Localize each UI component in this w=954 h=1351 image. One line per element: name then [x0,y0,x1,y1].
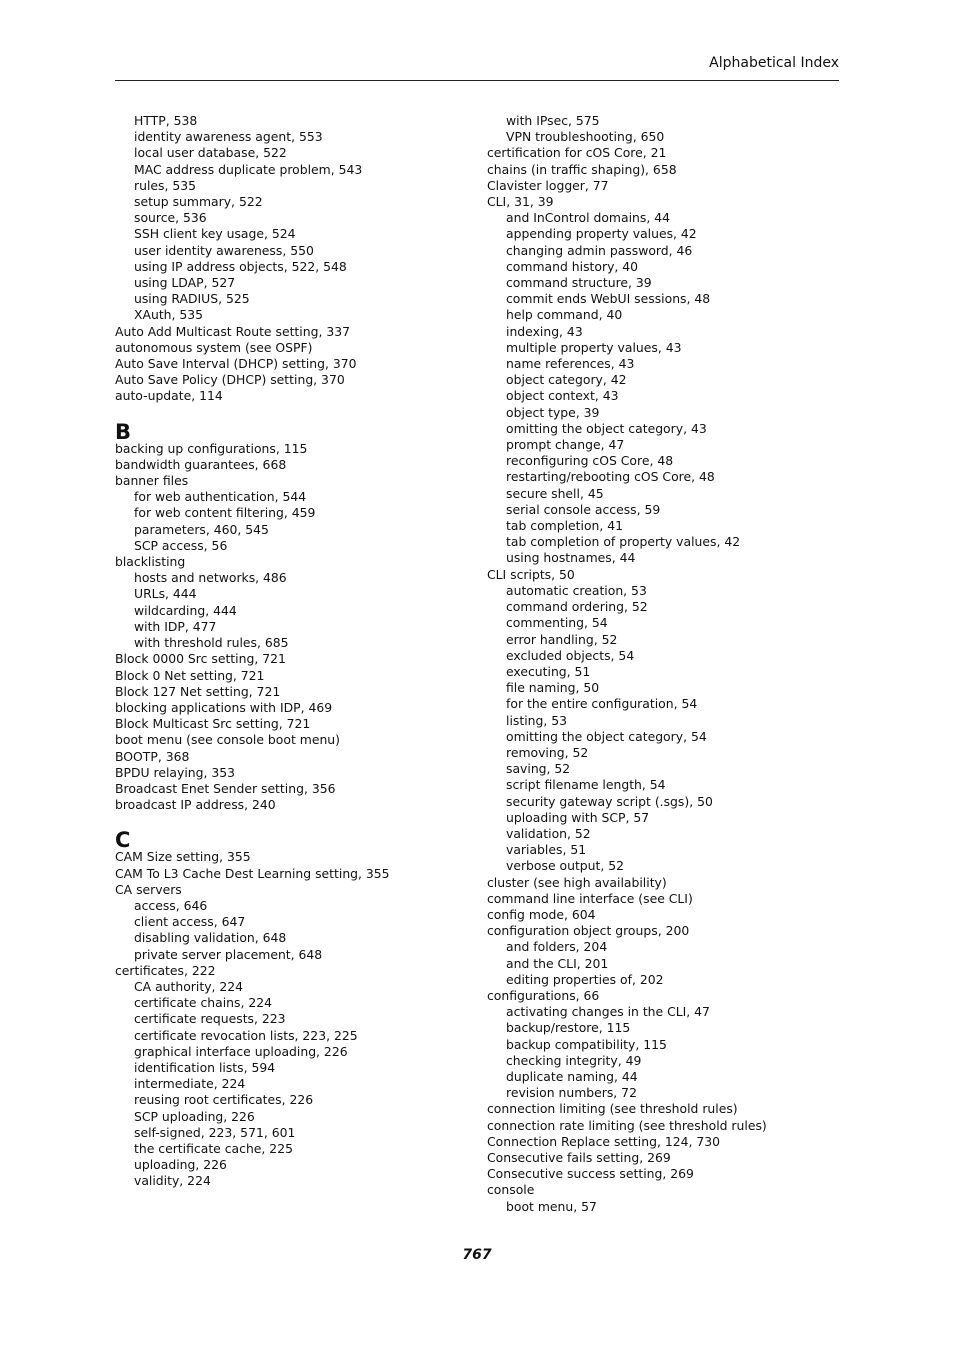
index-subentry: tab completion of property values, 42 [506,534,741,550]
index-subentry: using hostnames, 44 [506,550,636,566]
index-subentry: script filename length, 54 [506,777,666,793]
index-entry: autonomous system (see OSPF) [115,339,313,355]
index-entry: chains (in traffic shaping), 658 [487,161,677,177]
index-subentry: checking integrity, 49 [506,1052,642,1068]
index-subentry: wildcarding, 444 [134,602,237,618]
index-entry: Block Multicast Src setting, 721 [115,716,311,732]
index-subentry: indexing, 43 [506,323,583,339]
index-subentry: parameters, 460, 545 [134,521,269,537]
index-subentry: uploading, 226 [134,1157,227,1173]
index-subentry: changing admin password, 46 [506,242,693,258]
index-entry: blacklisting [115,554,186,570]
section-letter-heading: C [115,828,131,853]
index-subentry: excluded objects, 54 [506,647,635,663]
index-subentry: disabling validation, 648 [134,930,287,946]
index-entry: broadcast IP address, 240 [115,797,276,813]
index-subentry: using RADIUS, 525 [134,291,250,307]
index-subentry: command ordering, 52 [506,599,648,615]
index-subentry: graphical interface uploading, 226 [134,1043,348,1059]
index-entry: console [487,1182,535,1198]
index-subentry: for the entire configuration, 54 [506,696,698,712]
index-entry: connection rate limiting (see threshold rules) [487,1117,767,1133]
index-subentry: and InControl domains, 44 [506,210,670,226]
index-subentry: intermediate, 224 [134,1076,246,1092]
index-subentry: identification lists, 594 [134,1059,276,1075]
index-column-right [487,113,847,1215]
index-subentry: MAC address duplicate problem, 543 [134,161,363,177]
index-subentry: restarting/rebooting cOS Core, 48 [506,469,715,485]
index-subentry: access, 646 [134,897,208,913]
index-subentry: commit ends WebUI sessions, 48 [506,291,711,307]
index-entry: banner files [115,473,189,489]
index-entry: cluster (see high availability) [487,874,667,890]
index-entry: bandwidth guarantees, 668 [115,456,287,472]
index-subentry: CA authority, 224 [134,978,244,994]
index-entry: CA servers [115,881,182,897]
index-entry: configuration object groups, 200 [487,923,690,939]
index-entry: config mode, 604 [487,906,596,922]
index-subentry: executing, 51 [506,663,591,679]
index-entry: certificates, 222 [115,962,216,978]
index-subentry: for web content filtering, 459 [134,505,316,521]
index-entry: CAM Size setting, 355 [115,849,251,865]
index-subentry: URLs, 444 [134,586,197,602]
index-entry: Auto Add Multicast Route setting, 337 [115,323,350,339]
index-subentry: user identity awareness, 550 [134,242,314,258]
index-subentry: SSH client key usage, 524 [134,226,296,242]
index-entry: Broadcast Enet Sender setting, 356 [115,780,336,796]
index-subentry: object type, 39 [506,404,600,420]
index-entry: BPDU relaying, 353 [115,764,236,780]
index-subentry: identity awareness agent, 553 [134,129,323,145]
index-entry: Block 0 Net setting, 721 [115,667,265,683]
index-subentry: tab completion, 41 [506,518,624,534]
index-subentry: object category, 42 [506,372,627,388]
index-entry: boot menu (see console boot menu) [115,732,340,748]
index-subentry: SCP access, 56 [134,537,228,553]
index-subentry: reusing root certificates, 226 [134,1092,314,1108]
index-entry: Consecutive success setting, 269 [487,1166,694,1182]
index-subentry: verbose output, 52 [506,858,625,874]
index-entry: Block 0000 Src setting, 721 [115,651,286,667]
index-entry: Block 127 Net setting, 721 [115,683,281,699]
header-rule [115,80,839,81]
index-subentry: omitting the object category, 54 [506,728,707,744]
index-subentry: SCP uploading, 226 [134,1108,255,1124]
index-subentry: and the CLI, 201 [506,955,609,971]
index-subentry: certificate revocation lists, 223, 225 [134,1027,358,1043]
index-entry: Connection Replace setting, 124, 730 [487,1133,721,1149]
index-entry: blocking applications with IDP, 469 [115,699,333,715]
index-entry: CLI scripts, 50 [487,566,575,582]
index-subentry: editing properties of, 202 [506,971,664,987]
index-subentry: secure shell, 45 [506,485,604,501]
page-number: 767 [462,1247,492,1263]
index-subentry: revision numbers, 72 [506,1085,637,1101]
index-entry: command line interface (see CLI) [487,890,693,906]
index-subentry: name references, 43 [506,356,635,372]
index-subentry: with IDP, 477 [134,618,217,634]
index-subentry: object context, 43 [506,388,619,404]
index-subentry: for web authentication, 544 [134,489,307,505]
index-entry: backing up configurations, 115 [115,440,308,456]
index-subentry: HTTP, 538 [134,113,198,128]
index-subentry: activating changes in the CLI, 47 [506,1004,710,1020]
index-subentry: validation, 52 [506,825,591,841]
index-subentry: the certificate cache, 225 [134,1140,293,1156]
index-subentry: help command, 40 [506,307,623,323]
index-subentry: self-signed, 223, 571, 601 [134,1124,296,1140]
index-subentry: appending property values, 42 [506,226,697,242]
index-subentry: error handling, 52 [506,631,618,647]
section-letter-heading: B [115,419,132,444]
index-subentry: command history, 40 [506,258,639,274]
index-subentry: setup summary, 522 [134,194,263,210]
index-subentry: variables, 51 [506,842,587,858]
index-subentry: using IP address objects, 522, 548 [134,258,347,274]
index-subentry: source, 536 [134,210,207,226]
index-subentry: listing, 53 [506,712,568,728]
index-subentry: private server placement, 648 [134,946,323,962]
index-subentry: backup/restore, 115 [506,1020,631,1036]
index-subentry: reconfiguring cOS Core, 48 [506,453,674,469]
index-column-left [115,113,475,1190]
index-entry: CAM To L3 Cache Dest Learning setting, 355 [115,865,390,881]
index-subentry: with threshold rules, 685 [134,635,289,651]
index-subentry: multiple property values, 43 [506,339,682,355]
index-entry: certification for cOS Core, 21 [487,145,667,161]
index-subentry: omitting the object category, 43 [506,420,707,436]
index-subentry: rules, 535 [134,177,196,193]
index-subentry: automatic creation, 53 [506,582,647,598]
index-entry: Clavister logger, 77 [487,177,609,193]
index-subentry: uploading with SCP, 57 [506,809,650,825]
index-subentry: local user database, 522 [134,145,287,161]
index-entry: Auto Save Interval (DHCP) setting, 370 [115,356,357,372]
index-subentry: with IPsec, 575 [506,113,600,128]
index-entry: BOOTP, 368 [115,748,190,764]
index-subentry: backup compatibility, 115 [506,1036,667,1052]
index-entry: auto-update, 114 [115,388,223,404]
index-subentry: certificate chains, 224 [134,995,272,1011]
page-header-title: Alphabetical Index [709,55,839,71]
index-subentry: removing, 52 [506,744,589,760]
index-subentry: XAuth, 535 [134,307,204,323]
index-entry: Auto Save Policy (DHCP) setting, 370 [115,372,345,388]
index-subentry: and folders, 204 [506,939,608,955]
index-entry: Consecutive fails setting, 269 [487,1150,671,1165]
index-subentry: commenting, 54 [506,615,608,631]
index-subentry: file naming, 50 [506,680,600,696]
index-subentry: serial console access, 59 [506,501,661,517]
index-subentry: saving, 52 [506,761,571,777]
index-subentry: certificate requests, 223 [134,1011,286,1027]
index-subentry: client access, 647 [134,914,246,930]
index-subentry: security gateway script (.sgs), 50 [506,793,713,809]
index-subentry: using LDAP, 527 [134,275,236,291]
index-entry: CLI, 31, 39 [487,194,554,210]
index-entry: configurations, 66 [487,987,600,1003]
index-subentry: command structure, 39 [506,275,652,291]
index-subentry: prompt change, 47 [506,437,625,453]
index-subentry: boot menu, 57 [506,1198,597,1214]
index-subentry: duplicate naming, 44 [506,1068,638,1084]
index-subentry: VPN troubleshooting, 650 [506,129,665,145]
index-subentry: validity, 224 [134,1173,211,1189]
index-entry: connection limiting (see threshold rules) [487,1101,738,1117]
index-subentry: hosts and networks, 486 [134,570,287,586]
